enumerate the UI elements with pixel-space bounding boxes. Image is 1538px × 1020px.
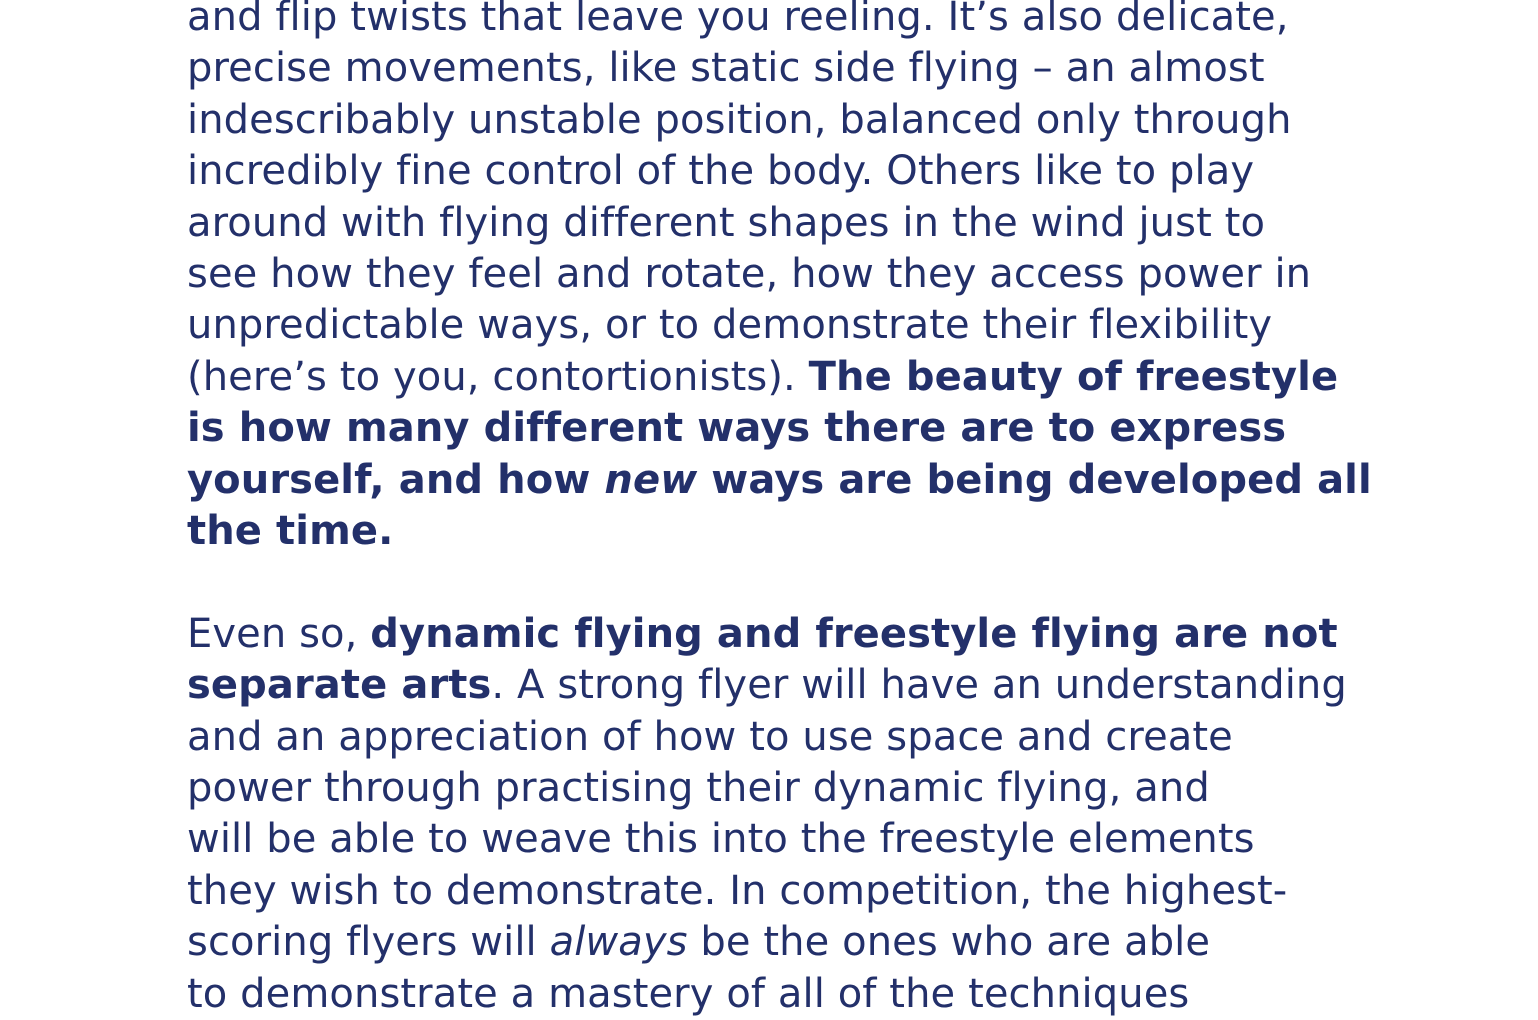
article-body <box>187 0 1372 1020</box>
text-line: around with flying different shapes in the wind just to <box>187 199 1266 246</box>
text-line: they wish to demonstrate. In competition, the highest- <box>187 867 1288 914</box>
emphasis-segment: ways are being developed all <box>697 456 1372 503</box>
text-line: precise movements, like static side flying – an almost <box>187 45 1265 92</box>
text-line <box>187 455 1372 506</box>
paragraph-not-separate-arts <box>187 609 1367 1020</box>
text-line: and an appreciation of how to use space and create <box>187 713 1233 760</box>
emphasis-text: is how many different ways there are to express <box>187 405 1287 452</box>
emphasis-segment: yourself, and how <box>187 456 605 503</box>
text-line: will be able to weave this into the freestyle elements <box>187 816 1255 863</box>
plain-text: be the ones who are able <box>687 919 1211 966</box>
emphasis-text: separate arts <box>187 662 492 709</box>
text-line: incredibly fine control of the body. Others like to play <box>187 148 1255 195</box>
plain-text: . A strong flyer will have an understanding <box>491 662 1347 709</box>
plain-text: Even so, <box>187 610 371 657</box>
paragraph-freestyle-beauty <box>187 0 1372 557</box>
emphasis-text: dynamic flying and freestyle flying are not <box>370 610 1338 657</box>
text-line <box>187 660 1367 711</box>
text-line: see how they feel and rotate, how they access power in <box>187 251 1312 298</box>
emphasis-text: The beauty of freestyle <box>808 353 1339 400</box>
text-line <box>187 403 1367 454</box>
text-line: unpredictable ways, or to demonstrate their flexibility <box>187 302 1273 349</box>
plain-text: (here’s to you, contortionists). <box>187 353 809 400</box>
text-line <box>187 917 1367 968</box>
emphasis-text: the time. <box>187 508 394 555</box>
text-line <box>187 506 1367 557</box>
plain-text: scoring flyers will <box>187 919 550 966</box>
text-line: indescribably unstable position, balanced only through <box>187 96 1292 143</box>
emphasis-text <box>187 457 1372 503</box>
text-line: power through practising their dynamic flying, and <box>187 765 1210 812</box>
italic-emphasis: new <box>604 456 698 503</box>
text-line <box>187 609 1367 660</box>
text-line: to demonstrate a mastery of all of the techniques <box>187 970 1190 1017</box>
text-line <box>187 352 1367 403</box>
text-line: and flip twists that leave you reeling. It’s also delicate, <box>187 0 1289 40</box>
italic-text: always <box>549 919 688 966</box>
